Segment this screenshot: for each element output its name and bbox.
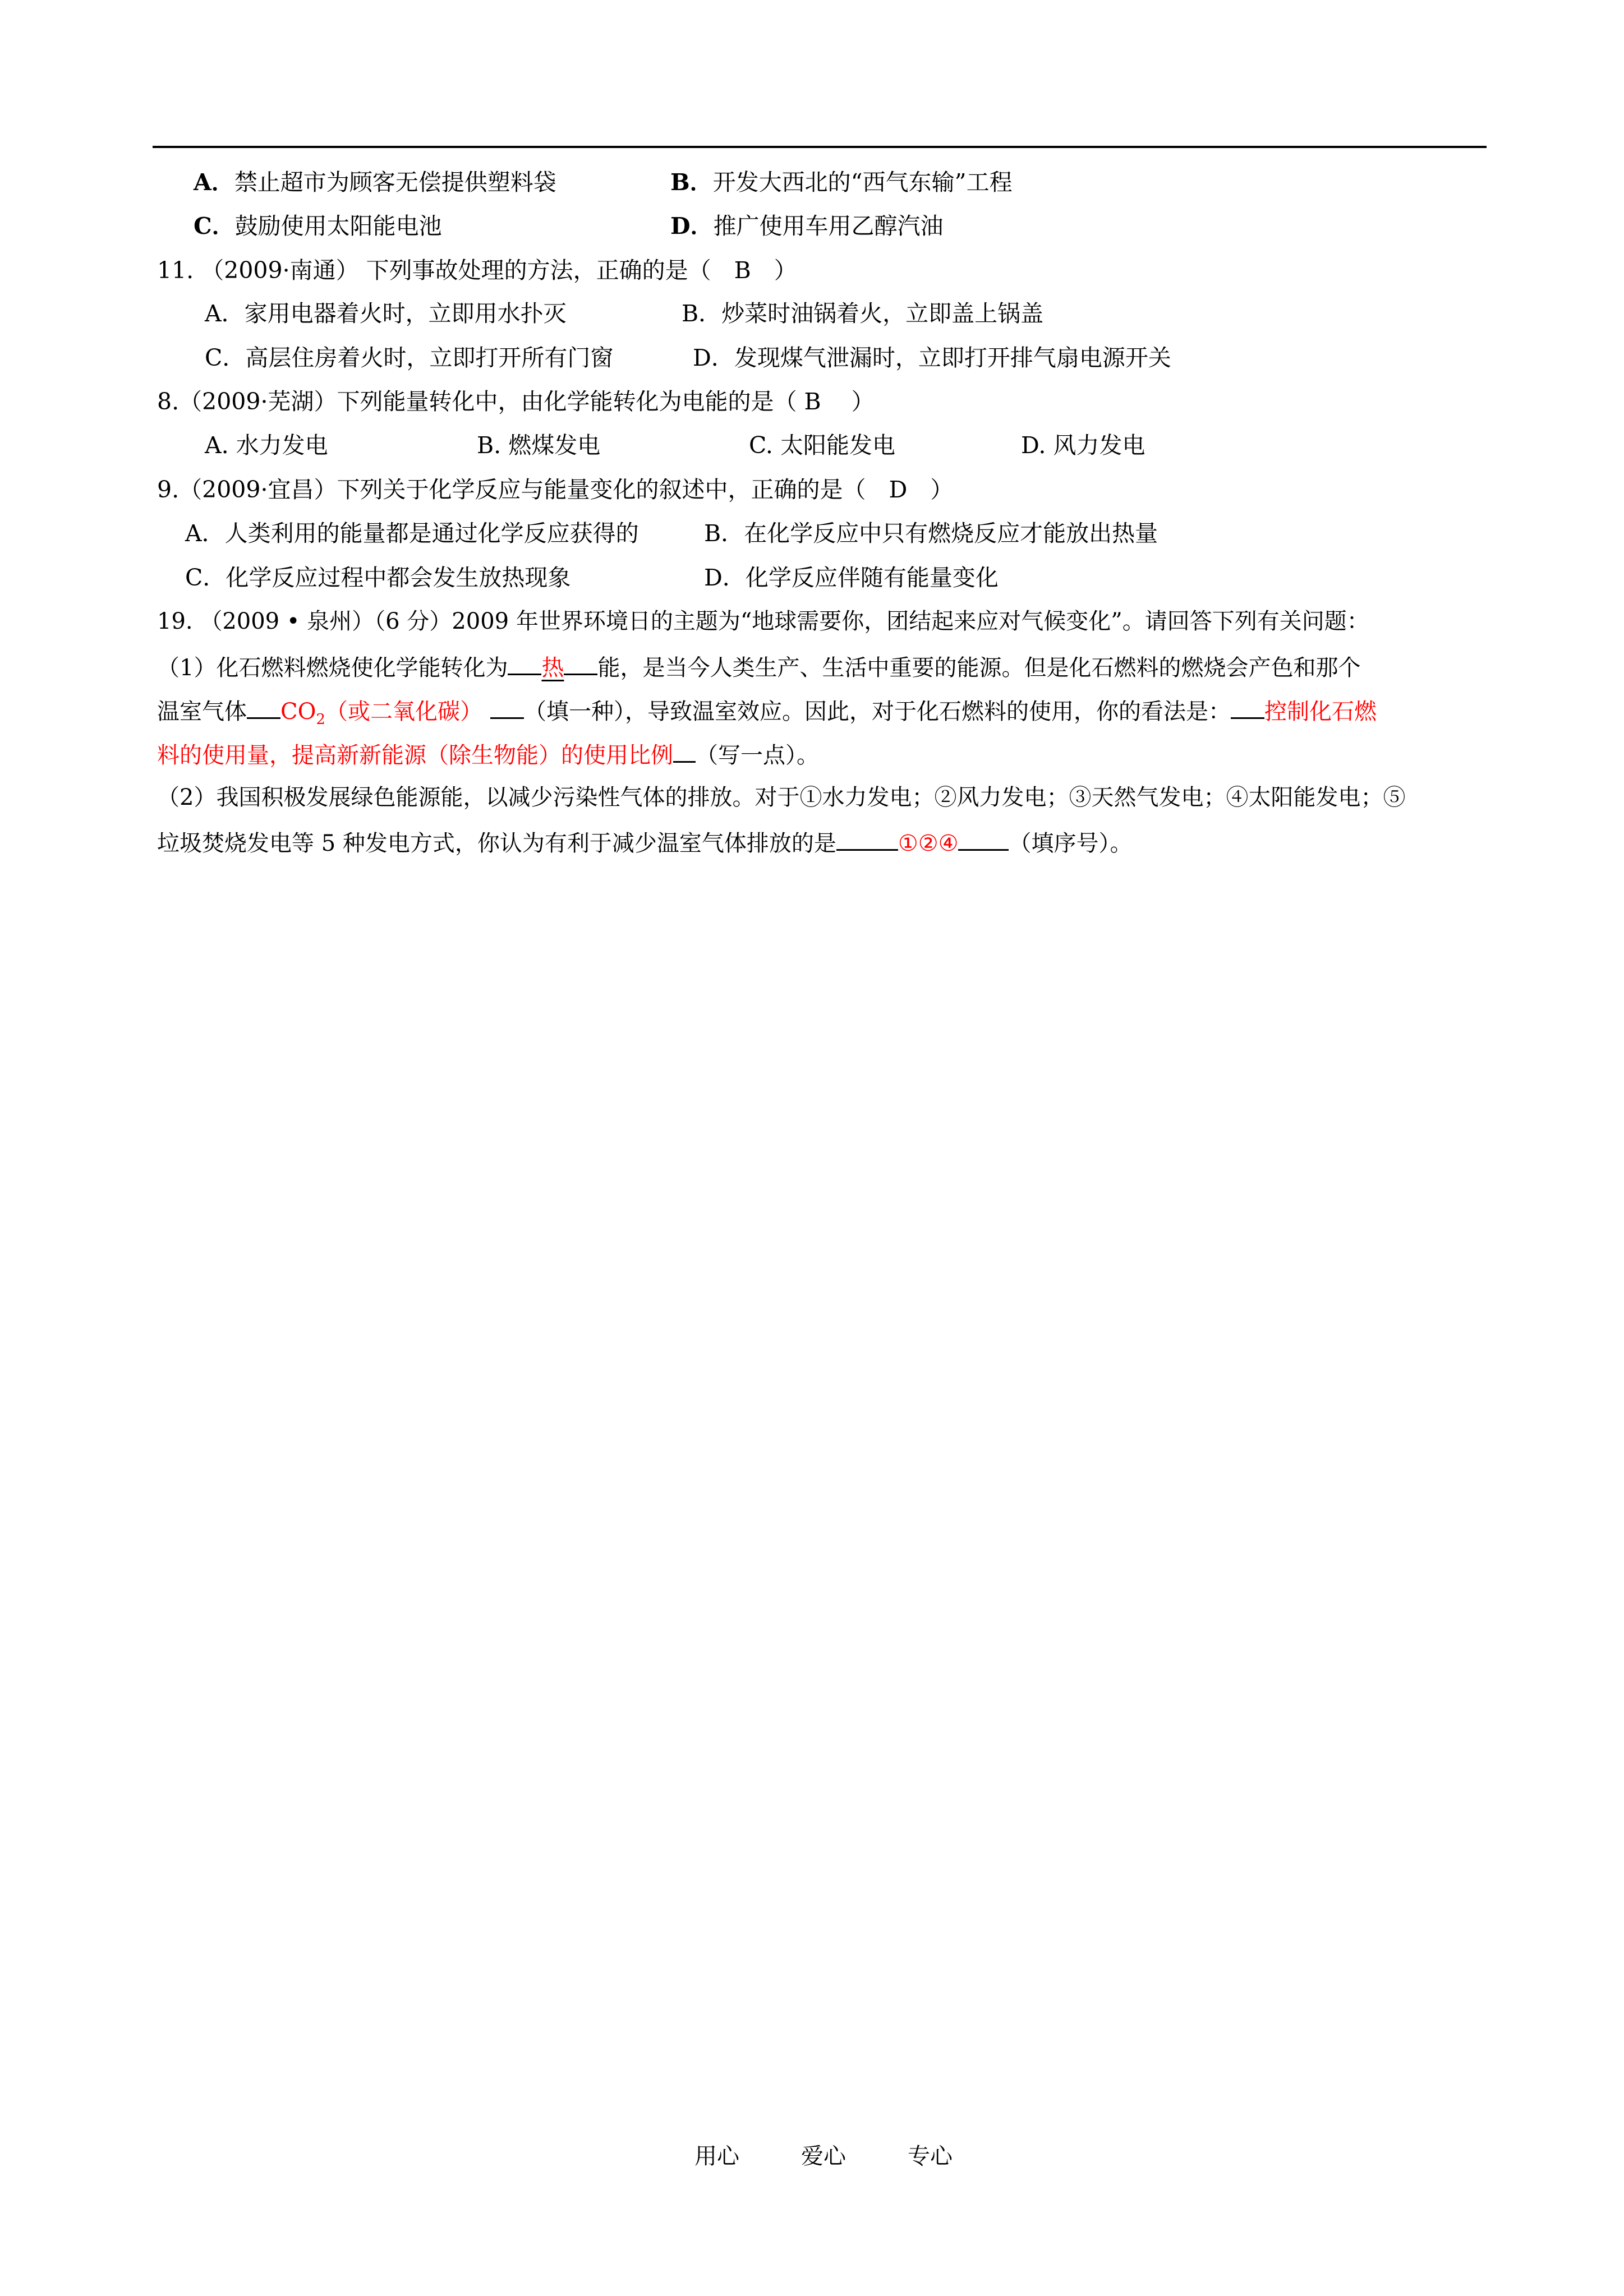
q8-option-c: C. 太阳能发电: [749, 432, 895, 459]
footer-word-2: 爱心: [801, 2143, 846, 2169]
q19-answer-opinion-end: 料的使用量，提高新新能源（除生物能）的使用比例: [157, 743, 673, 768]
q19-part2-line2: 垃圾焚烧发电等 5 种发电方式，你认为有利于减少温室气体排放的是 ①②④ （填序号）。: [157, 831, 1133, 856]
q8-option-a: A. 水力发电: [205, 432, 328, 459]
q19-part1-line3: 料的使用量，提高新新能源（除生物能）的使用比例 （写一点）。: [157, 743, 819, 768]
footer-word-3: 专心: [908, 2143, 953, 2169]
q11-option-b: B．炒菜时油锅着火，立即盖上锅盖: [682, 300, 1044, 327]
header-rule: [153, 146, 1487, 148]
q19-answer-gas: $CO_2$（或二氧化碳）: [280, 699, 482, 728]
q9-option-c: C．化学反应过程中都会发生放热现象: [185, 564, 571, 591]
q8-stem: 8.（2009·芜湖）下列能量转化中，由化学能转化为电能的是（ B ）: [157, 388, 875, 415]
q11-stem: 11. （2009·南通） 下列事故处理的方法，正确的是（ B ）: [157, 257, 797, 284]
q19-stem: 19. （2009 • 泉州）（6 分）2009 年世界环境日的主题为“地球需要你，团结起来应对气候变化”。请回答下列有关问题：: [157, 608, 1369, 634]
q10-option-d: D．推广使用车用乙醇汽油: [670, 213, 944, 239]
q19-answer-heat: 热: [541, 655, 564, 681]
q9-option-d: D．化学反应伴随有能量变化: [704, 564, 999, 591]
q11-option-c: C．高层住房着火时，立即打开所有门窗: [205, 344, 614, 371]
q10-option-a: A．禁止超市为顾客无偿提供塑料袋: [194, 169, 556, 196]
q9-stem: 9.（2009·宜昌）下列关于化学反应与能量变化的叙述中，正确的是（ D ）: [157, 476, 954, 503]
q9-option-b: B．在化学反应中只有燃烧反应才能放出热量: [704, 520, 1158, 547]
q19-answer-opinion-start: 控制化石燃: [1264, 699, 1377, 725]
page-footer: [694, 2145, 953, 2168]
q11-option-a: A．家用电器着火时，立即用水扑灭: [205, 300, 567, 327]
q19-part2-line1: （2）我国积极发展绿色能源能，以减少污染性气体的排放。对于①水力发电；②风力发电；③天然气发电；④太阳能发电；⑤: [157, 785, 1406, 810]
q19-part1-line2: 温室气体 $CO_2$（或二氧化碳） （填一种），导致温室效应。因此，对于化石燃料的使用，你的看法是： 控制化石燃: [157, 699, 1377, 728]
q9-option-a: A．人类利用的能量都是通过化学反应获得的: [185, 520, 639, 547]
q11-option-d: D．发现煤气泄漏时，立即打开排气扇电源开关: [693, 344, 1171, 371]
q19-answer-numbers: ①②④: [898, 831, 959, 856]
q8-option-d: D. 风力发电: [1021, 432, 1145, 459]
q10-option-b: B．开发大西北的“西气东输”工程: [670, 169, 1013, 196]
footer-word-1: 用心: [694, 2143, 739, 2169]
q19-part1-line1: （1）化石燃料燃烧使化学能转化为 热 能，是当今人类生产、生活中重要的能源。但是化石燃料的燃烧会产色和那个: [157, 655, 1361, 681]
q10-option-c: C．鼓励使用太阳能电池: [194, 213, 442, 239]
q8-option-b: B. 燃煤发电: [477, 432, 601, 459]
